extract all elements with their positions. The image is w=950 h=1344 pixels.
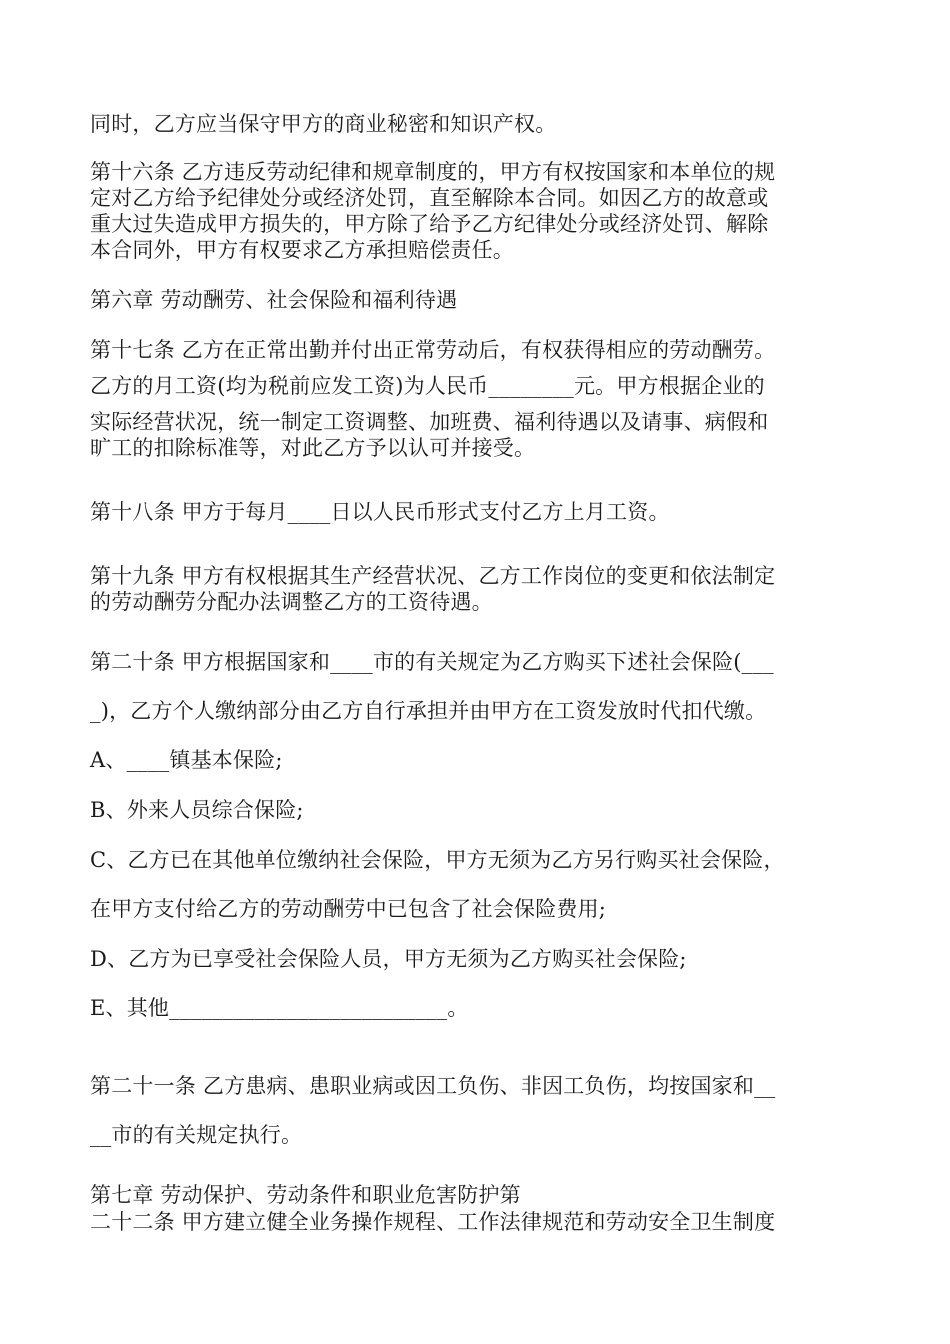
option-b: B、外来人员综合保险;: [90, 798, 304, 822]
article-17-line-4: 旷工的扣除标准等，对此乙方予以认可并接受。: [90, 436, 536, 460]
article-19-line-1: 第十九条 甲方有权根据其生产经营状况、乙方工作岗位的变更和依法制定: [90, 564, 776, 588]
option-c-line-2: 在甲方支付给乙方的劳动酬劳中已包含了社会保险费用;: [90, 897, 607, 921]
option-d: D、乙方为已享受社会保险人员，甲方无须为乙方购买社会保险;: [90, 947, 687, 971]
article-17-line-3: 实际经营状况，统一制定工资调整、加班费、福利待遇以及请事、病假和: [90, 410, 769, 434]
article-21-line-1: 第二十一条 乙方患病、患职业病或因工负伤、非因工负伤，均按国家和__: [90, 1074, 776, 1098]
article-16-line-1: 第十六条 乙方违反劳动纪律和规章制度的，甲方有权按国家和本单位的规: [90, 160, 776, 184]
article-21-line-2: __市的有关规定执行。: [90, 1123, 303, 1147]
article-20-line-2: _)，乙方个人缴纳部分由乙方自行承担并由甲方在工资发放时代扣代缴。: [90, 699, 767, 723]
option-c-line-1: C、乙方已在其他单位缴纳社会保险，甲方无须为乙方另行购买社会保险，: [90, 848, 785, 872]
article-18: 第十八条 甲方于每月____日以人民币形式支付乙方上月工资。: [90, 500, 670, 524]
chapter-7-heading: 第七章 劳动保护、劳动条件和职业危害防护第: [90, 1183, 521, 1207]
article-17-line-2: 乙方的月工资(均为税前应发工资)为人民币________元。甲方根据企业的: [90, 374, 765, 398]
article-19-line-2: 的劳动酬劳分配办法调整乙方的工资待遇。: [90, 590, 493, 614]
article-16-line-2: 定对乙方给予纪律处分或经济处罚，直至解除本合同。如因乙方的故意或: [90, 186, 769, 210]
article-17-line-1: 第十七条 乙方在正常出勤并付出正常劳动后，有权获得相应的劳动酬劳。: [90, 338, 776, 362]
article-20-line-1: 第二十条 甲方根据国家和____市的有关规定为乙方购买下述社会保险(___: [90, 650, 774, 674]
article-16-line-3: 重大过失造成甲方损失的，甲方除了给予乙方纪律处分或经济处罚、解除: [90, 212, 769, 236]
chapter-6-heading: 第六章 劳动酬劳、社会保险和福利待遇: [90, 288, 458, 312]
option-a: A、____镇基本保险;: [90, 748, 283, 772]
option-e: E、其他__________________________。: [90, 996, 469, 1020]
article-16-line-4: 本合同外，甲方有权要求乙方承担赔偿责任。: [90, 238, 514, 262]
article-22-line-1: 二十二条 甲方建立健全业务操作规程、工作法律规范和劳动安全卫生制度: [90, 1210, 776, 1234]
paragraph-intro: 同时，乙方应当保守甲方的商业秘密和知识产权。: [90, 112, 557, 136]
